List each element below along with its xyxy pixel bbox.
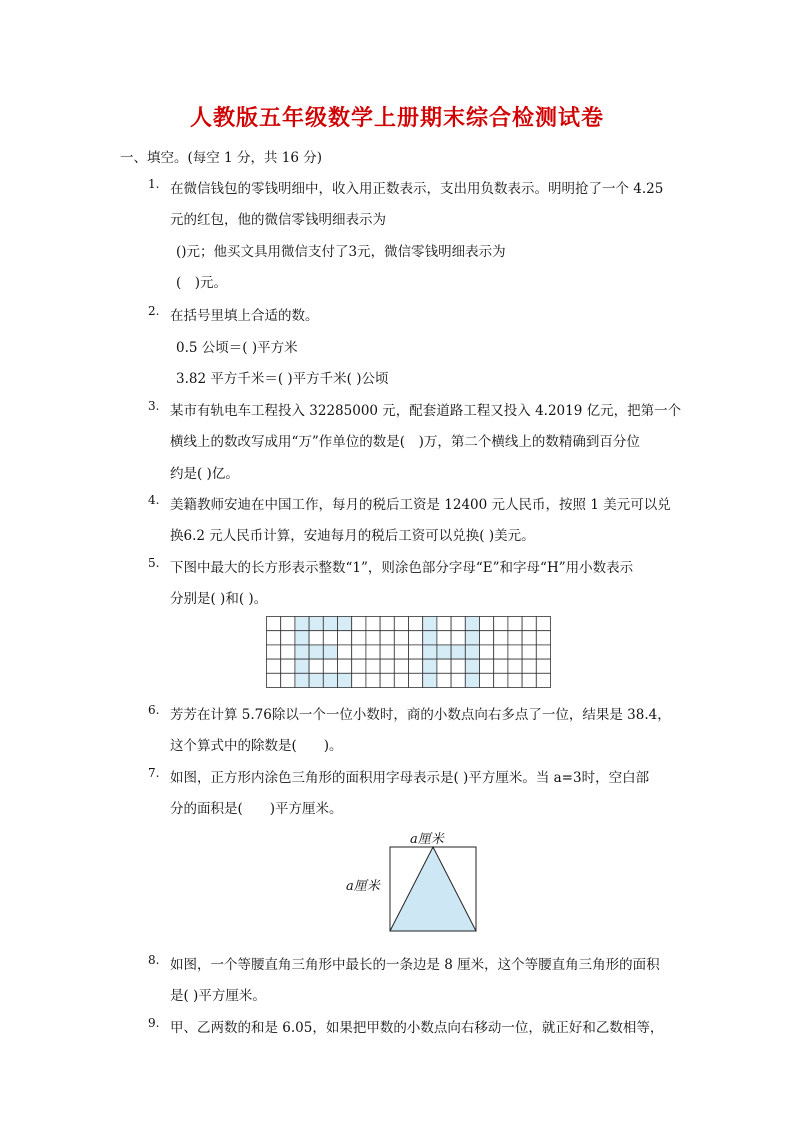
grid-cell — [267, 659, 281, 673]
grid-cell — [508, 631, 522, 645]
question-text: 这个算式中的除数是( )。 — [170, 738, 343, 754]
grid-cell — [522, 645, 536, 659]
grid-cell — [522, 673, 536, 687]
grid-cell — [352, 673, 366, 687]
grid-cell — [508, 645, 522, 659]
grid-cell — [281, 645, 295, 659]
question-text: 在微信钱包的零钱明细中，收入用正数表示，支出用负数表示。明明抢了一个 4.25 — [170, 181, 664, 197]
question-text: 下图中最大的长方形表示整数“1”，则涂色部分字母“E”和字母“H”用小数表示 — [170, 560, 634, 576]
grid-cell-shaded — [295, 617, 309, 631]
grid-cell-shaded — [323, 617, 337, 631]
grid-cell — [380, 631, 394, 645]
grid-cell-shaded — [338, 673, 352, 687]
grid-cell — [409, 617, 423, 631]
page-title: 人教版五年级数学上册期末综合检测试卷 — [189, 106, 604, 131]
grid-cell — [494, 631, 508, 645]
question-text: 分别是( )和( )。 — [170, 591, 268, 607]
grid-cell — [451, 617, 465, 631]
grid-cell — [267, 617, 281, 631]
grid-cell — [480, 617, 494, 631]
grid-cell — [508, 673, 522, 687]
grid-cell — [366, 673, 380, 687]
grid-cell-shaded — [295, 645, 309, 659]
question-number: 9. — [148, 1016, 160, 1030]
grid-cell-shaded — [465, 645, 479, 659]
question-text: 0.5 公顷＝( )平方米 — [176, 340, 298, 356]
question-number: 8. — [148, 953, 160, 967]
grid-cell — [352, 659, 366, 673]
grid-cell-shaded — [295, 673, 309, 687]
question-text: 芳芳在计算 5.76除以一个一位小数时，商的小数点向右多点了一位，结果是 38.4， — [170, 707, 671, 723]
grid-cell — [536, 631, 550, 645]
grid-cell — [494, 645, 508, 659]
question-text: 3.82 平方千米＝( )平方千米( )公顷 — [176, 371, 389, 387]
question-number: 5. — [148, 556, 160, 570]
question-number: 1. — [148, 177, 160, 191]
question-text: 是( )平方厘米。 — [170, 988, 266, 1004]
grid-cell-shaded — [465, 659, 479, 673]
label-top: a厘米 — [410, 832, 444, 847]
grid-cell — [267, 631, 281, 645]
grid-cell — [394, 645, 408, 659]
grid-cell — [309, 659, 323, 673]
grid-cell — [508, 617, 522, 631]
grid-cell — [267, 645, 281, 659]
grid-cell-shaded — [465, 631, 479, 645]
grid-cell-shaded — [309, 645, 323, 659]
grid-cell — [437, 617, 451, 631]
grid-cell-shaded — [423, 617, 437, 631]
grid-cell — [494, 617, 508, 631]
grid-cell — [352, 645, 366, 659]
grid-cell-shaded — [309, 673, 323, 687]
grid-cell — [380, 645, 394, 659]
label-left: a厘米 — [346, 879, 380, 894]
letter-grid-figure — [266, 616, 554, 693]
question-text: 某市有轨电车工程投入 32285000 元，配套道路工程又投入 4.2019 亿元，把第一个 — [170, 403, 682, 419]
grid-cell — [451, 659, 465, 673]
section-heading: 一、填空。(每空 1 分，共 16 分) — [120, 150, 322, 166]
grid-cell — [508, 659, 522, 673]
grid-svg — [266, 616, 554, 689]
question-text: ()元；他买文具用微信支付了3元，微信零钱明细表示为 — [176, 244, 506, 260]
grid-cell — [338, 659, 352, 673]
question-number: 3. — [148, 399, 160, 413]
grid-cell — [409, 631, 423, 645]
grid-cell — [267, 673, 281, 687]
question-number: 7. — [148, 766, 160, 780]
question-text: ( )元。 — [176, 275, 228, 291]
grid-cell — [366, 645, 380, 659]
grid-cell — [323, 659, 337, 673]
grid-cell — [522, 631, 536, 645]
question-number: 2. — [148, 304, 160, 318]
grid-cell-shaded — [437, 645, 451, 659]
grid-cell — [536, 659, 550, 673]
grid-cell — [309, 631, 323, 645]
grid-cell — [480, 645, 494, 659]
question-text: 换6.2 元人民币计算，安迪每月的税后工资可以兑换( )美元。 — [170, 528, 535, 544]
question-number: 4. — [148, 493, 160, 507]
grid-cell — [536, 645, 550, 659]
grid-cell-shaded — [465, 617, 479, 631]
grid-cell-shaded — [423, 645, 437, 659]
grid-cell — [380, 659, 394, 673]
grid-cell — [281, 659, 295, 673]
question-text: 约是( )亿。 — [170, 466, 239, 482]
grid-cell — [394, 659, 408, 673]
question-text: 甲、乙两数的和是 6.05，如果把甲数的小数点向右移动一位，就正好和乙数相等， — [170, 1020, 664, 1036]
grid-cell — [394, 631, 408, 645]
grid-cell — [437, 673, 451, 687]
question-text: 如图，正方形内涂色三角形的面积用字母表示是( )平方厘米。当 a=3时，空白部 — [170, 770, 650, 786]
grid-cell — [366, 631, 380, 645]
grid-cell — [522, 659, 536, 673]
question-number: 6. — [148, 703, 160, 717]
grid-cell — [437, 631, 451, 645]
grid-cell — [394, 617, 408, 631]
grid-cell — [494, 673, 508, 687]
grid-cell — [536, 617, 550, 631]
grid-cell-shaded — [295, 659, 309, 673]
grid-cell — [494, 659, 508, 673]
grid-cell — [281, 673, 295, 687]
grid-cell — [451, 673, 465, 687]
grid-cell — [366, 617, 380, 631]
grid-cell — [451, 631, 465, 645]
grid-cell — [409, 659, 423, 673]
grid-cell — [380, 617, 394, 631]
grid-cell — [281, 617, 295, 631]
grid-cell — [536, 673, 550, 687]
grid-cell-shaded — [323, 673, 337, 687]
grid-cell — [437, 659, 451, 673]
grid-cell — [409, 673, 423, 687]
grid-cell-shaded — [295, 631, 309, 645]
question-text: 在括号里填上合适的数。 — [170, 308, 319, 324]
grid-cell-shaded — [423, 631, 437, 645]
grid-cell — [480, 673, 494, 687]
grid-cell-shaded — [451, 645, 465, 659]
grid-cell — [338, 645, 352, 659]
question-text: 分的面积是( )平方厘米。 — [170, 801, 343, 817]
question-text: 横线上的数改写成用“万”作单位的数是( )万，第二个横线上的数精确到百分位 — [170, 434, 640, 450]
question-text: 美籍教师安迪在中国工作，每月的税后工资是 12400 元人民币，按照 1 美元可以兑 — [170, 497, 671, 513]
grid-cell — [522, 617, 536, 631]
grid-cell — [394, 673, 408, 687]
grid-cell-shaded — [423, 659, 437, 673]
grid-cell — [352, 631, 366, 645]
grid-cell-shaded — [309, 617, 323, 631]
grid-cell-shaded — [423, 673, 437, 687]
grid-cell — [352, 617, 366, 631]
grid-cell — [281, 631, 295, 645]
question-text: 元的红包，他的微信零钱明细表示为 — [170, 212, 386, 228]
grid-cell — [366, 659, 380, 673]
question-text: 如图，一个等腰直角三角形中最长的一条边是 8 厘米，这个等腰直角三角形的面积 — [170, 957, 660, 973]
grid-cell — [338, 631, 352, 645]
square-triangle-figure — [340, 828, 485, 940]
grid-cell-shaded — [323, 645, 337, 659]
grid-cell-shaded — [465, 673, 479, 687]
grid-cell — [380, 673, 394, 687]
grid-cell — [323, 631, 337, 645]
grid-cell — [480, 631, 494, 645]
grid-cell — [409, 645, 423, 659]
square-triangle-svg — [340, 828, 485, 936]
grid-cell — [480, 659, 494, 673]
grid-cell-shaded — [338, 617, 352, 631]
